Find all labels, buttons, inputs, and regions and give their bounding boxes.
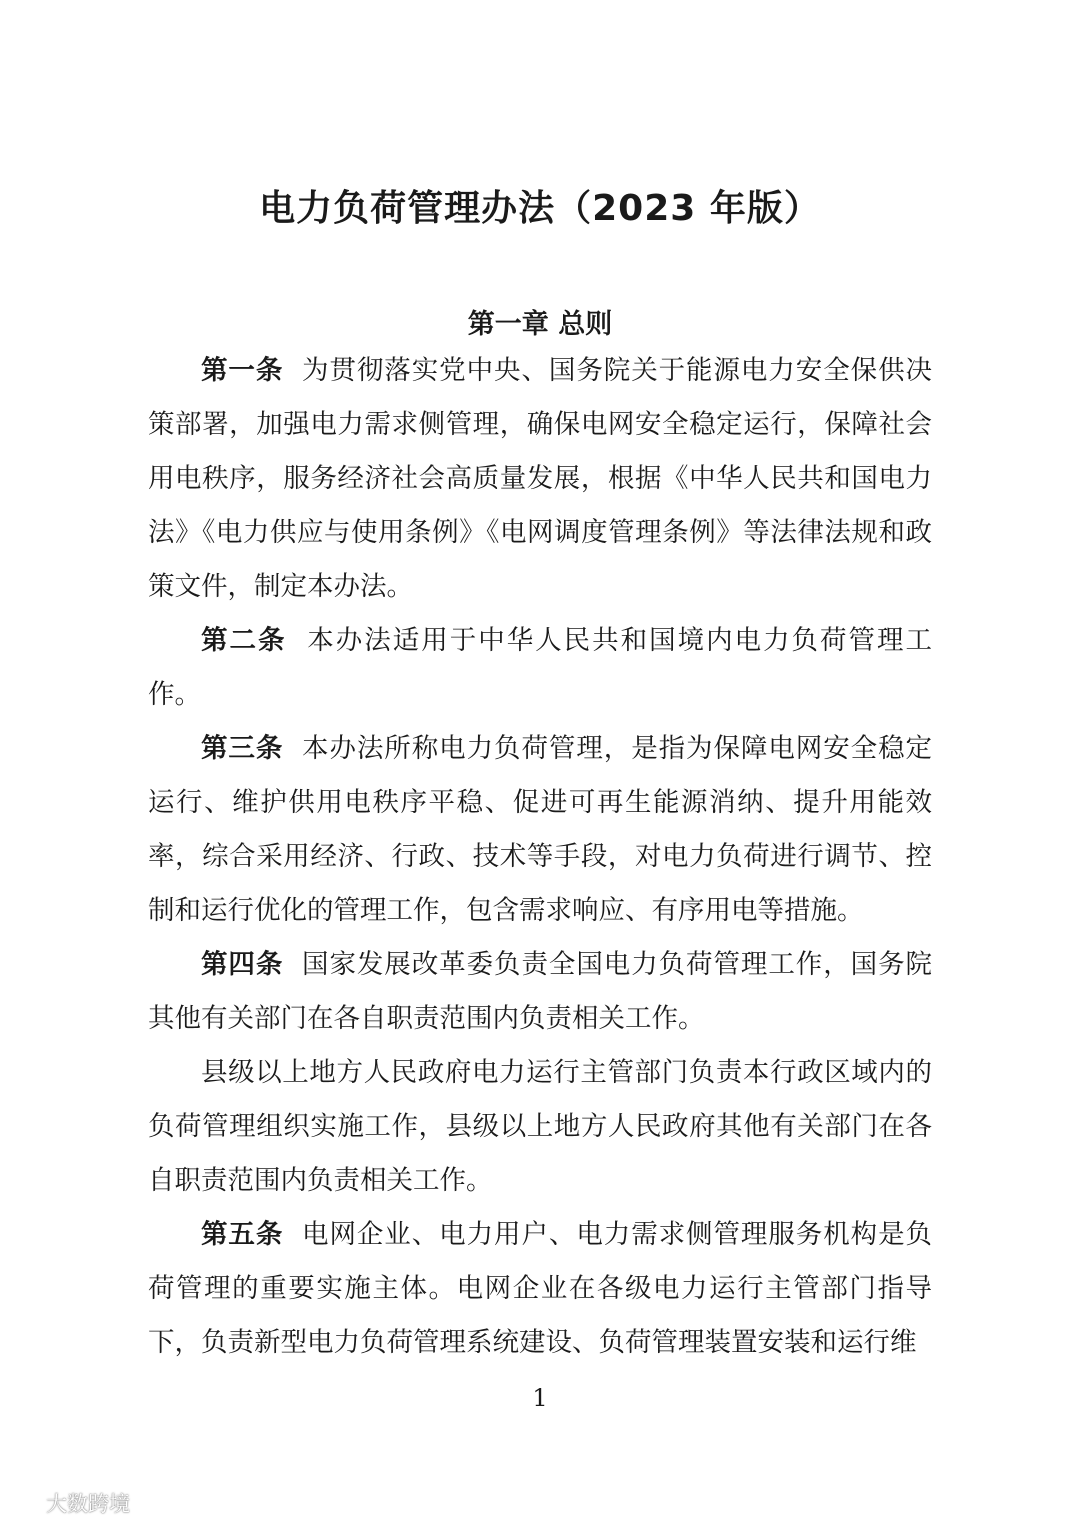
article-text: 县级以上地方人民政府电力运行主管部门负责本行政区域内的负荷管理组织实施工作，县级以上地方人民政府其他有关部门在各自职责范围内负责相关工作。 [148,1057,932,1196]
article-text: 国家发展改革委负责全国电力负荷管理工作，国务院其他有关部门在各自职责范围内负责相关工作。 [148,949,933,1034]
article-text: 电网企业、电力用户、电力需求侧管理服务机构是负荷管理的重要实施主体。电网企业在各级电力运行主管部门指导下，负责新型电力负荷管理系统建设、负荷管理装置安装和运行维 [148,1219,933,1358]
article-label: 第四条 [201,949,284,980]
watermark [10,1488,130,1518]
article-paragraph [148,344,932,614]
article-text: 本办法适用于中华人民共和国境内电力负荷管理工作。 [148,625,933,710]
article-label: 第三条 [201,733,284,764]
document-body [148,344,932,1370]
article-paragraph [148,1046,932,1208]
page-number: 1 [532,1384,548,1412]
article-paragraph [148,938,932,1046]
article-label: 第五条 [201,1219,284,1250]
article-text: 本办法所称电力负荷管理，是指为保障电网安全稳定运行、维护供用电秩序平稳、促进可再生能源消纳、提升用能效率，综合采用经济、行政、技术等手段，对电力负荷进行调节、控制和运行优化的管理工作，包含需求响应、有序用电等措施。 [148,733,933,926]
article-label: 第一条 [201,355,284,386]
article-paragraph [148,1208,932,1370]
document-title: 电力负荷管理办法（2023 年版） [259,188,821,229]
watermark-text: 大数跨境 [46,1492,130,1516]
article-label: 第二条 [201,625,287,656]
article-paragraph [148,614,932,722]
article-text: 为贯彻落实党中央、国务院关于能源电力安全保供决策部署，加强电力需求侧管理，确保电网安全稳定运行，保障社会用电秩序，服务经济社会高质量发展，根据《中华人民共和国电力法》《电力供应与使用条例》《电网调度管理条例》等法律法规和政策文件，制定本办法。 [148,355,933,602]
chapter-heading: 第一章 总则 [467,309,613,340]
article-paragraph [148,722,932,938]
chat-bubble-icon [10,1492,42,1514]
